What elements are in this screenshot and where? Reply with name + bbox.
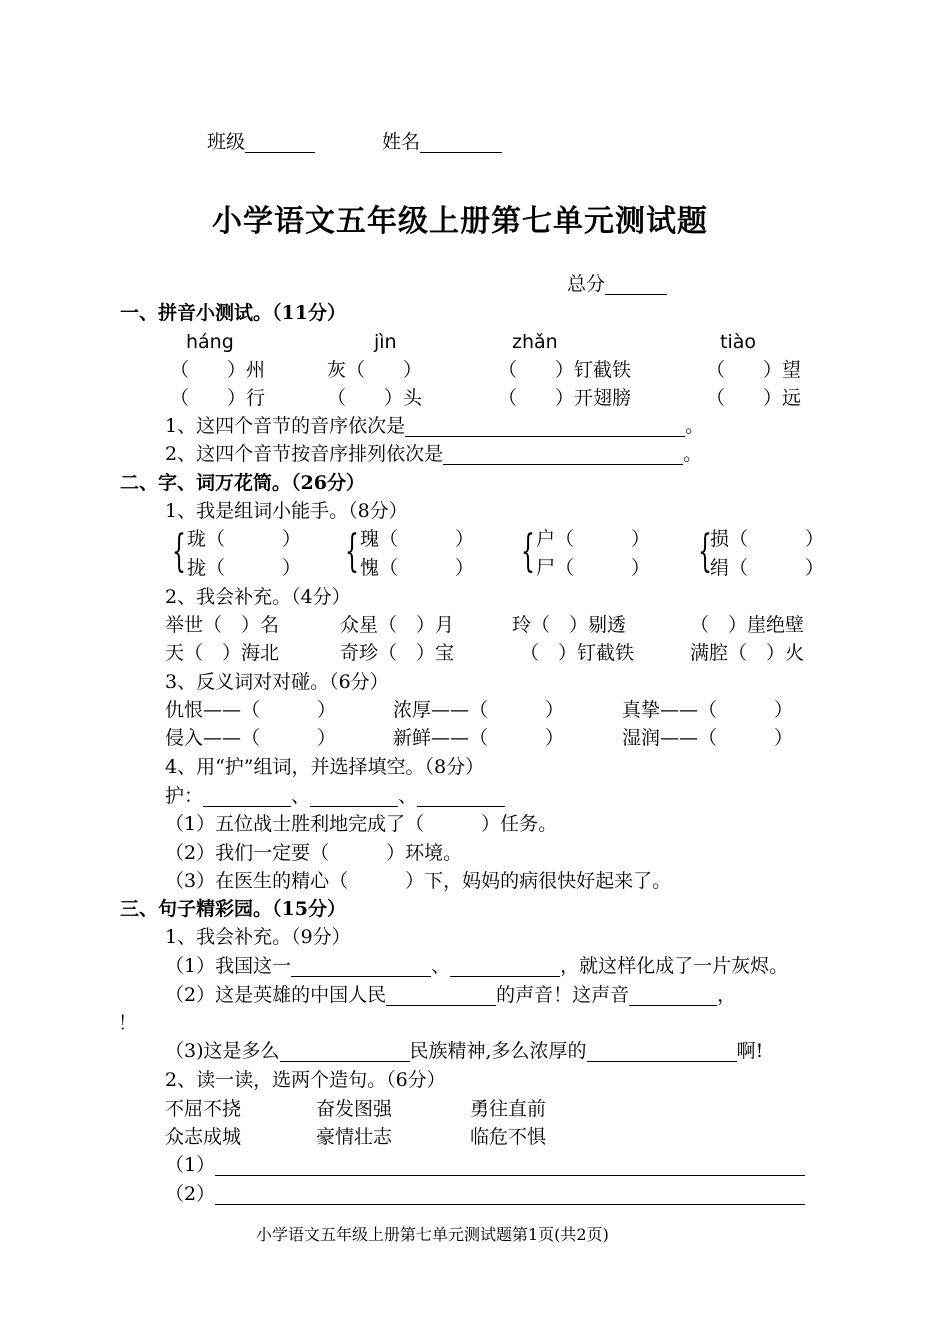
s2-part2-heading: 2、我会补充。（4分）: [165, 586, 351, 608]
s3-l1-blank-1[interactable]: [291, 958, 431, 977]
antonym-row1-2[interactable]: 浓厚——（ ）: [393, 699, 565, 721]
hu-sentence-3[interactable]: （3）在医生的精心（ ）下，妈妈的病很快好起来了。: [165, 870, 672, 892]
s3-l3-a: （3)这是多么: [165, 1040, 280, 1062]
brace-2: {: [345, 526, 359, 577]
s3-l2-c: ，: [717, 984, 737, 1006]
fill-row2-4[interactable]: 满腔（ ）火: [690, 642, 805, 664]
word-pair-top-3[interactable]: 户（ ）: [536, 528, 651, 550]
section1-heading: 一、拼音小测试。（11分）: [120, 302, 346, 324]
word-pair-bottom-4[interactable]: 绢（ ）: [710, 557, 825, 579]
s2-part1-heading: 1、我是组词小能手。（8分）: [165, 500, 408, 522]
s1-row1-item-3[interactable]: （ ）钉截铁: [498, 359, 632, 381]
s3-l1-c: ，就这样化成了一片灰烬。: [560, 955, 789, 977]
word-pair-bottom-3[interactable]: 尸（ ）: [536, 557, 651, 579]
word-pair-bottom-2[interactable]: 愧（ ）: [360, 557, 475, 579]
idiom-6: 临危不惧: [470, 1126, 547, 1148]
antonym-row2-2[interactable]: 新鲜——（ ）: [393, 727, 565, 749]
s3-answer-2-line[interactable]: [215, 1186, 805, 1205]
s3-line-2-end: ！: [118, 1012, 138, 1034]
brace-4: {: [698, 526, 712, 577]
word-pair-bottom-1[interactable]: 拢（ ）: [187, 557, 302, 579]
pinyin-1: háng: [186, 331, 234, 353]
class-field: [207, 131, 315, 153]
hu-sentence-2[interactable]: （2）我们一定要（ ）环境。: [165, 842, 463, 864]
name-label: 姓名: [382, 131, 421, 153]
s3-l2-a: （2）这是英雄的中国人民: [165, 984, 387, 1006]
s2-part3-heading: 3、反义词对对碰。（6分）: [165, 671, 389, 693]
s3-l1-a: （1）我国这一: [165, 955, 292, 977]
s1-question-2: [165, 443, 702, 465]
s1-row2-item-4[interactable]: （ ）远: [706, 387, 802, 409]
s1-row2-item-3[interactable]: （ ）开翅膀: [498, 387, 632, 409]
s3-answer-1-label: （1）: [165, 1154, 216, 1176]
name-blank[interactable]: [420, 134, 502, 153]
idiom-4: 众志成城: [165, 1126, 242, 1148]
hu-sentence-1[interactable]: （1）五位战士胜利地完成了（ ）任务。: [165, 813, 558, 835]
pinyin-3: zhǎn: [512, 331, 558, 353]
antonym-row2-1[interactable]: 侵入——（ ）: [165, 727, 337, 749]
brace-1: {: [172, 526, 186, 577]
hu-separator-1: 、: [291, 785, 311, 807]
s1-q2-text: 2、这四个音节按音序排列依次是: [165, 443, 444, 465]
class-blank[interactable]: [245, 134, 315, 153]
idiom-2: 奋发图强: [316, 1098, 393, 1120]
s1-q1-blank[interactable]: [405, 418, 685, 437]
antonym-row2-3[interactable]: 湿润——（ ）: [622, 727, 794, 749]
hu-label: 护：: [165, 785, 204, 807]
name-field: [382, 131, 502, 153]
s3-answer-2: [165, 1183, 805, 1205]
s3-answer-2-label: （2）: [165, 1183, 216, 1205]
total-score-field: [567, 273, 667, 295]
s3-line-1: [165, 955, 788, 977]
fill-row2-3[interactable]: （ ）钉截铁: [520, 642, 635, 664]
hu-blank-3[interactable]: [417, 788, 505, 807]
s3-part1-heading: 1、我会补充。（9分）: [165, 926, 351, 948]
section3-heading: 三、句子精彩园。（15分）: [120, 898, 346, 920]
s3-answer-1: [165, 1154, 805, 1176]
pinyin-2: jìn: [374, 331, 397, 353]
s3-l1-blank-2[interactable]: [450, 958, 560, 977]
s3-l2-b: 的声音！这声音: [496, 984, 630, 1006]
s2-part4-heading: 4、用“护”组词，并选择填空。（8分）: [165, 756, 485, 778]
s3-answer-1-line[interactable]: [215, 1157, 805, 1176]
word-pair-top-2[interactable]: 瑰（ ）: [360, 528, 475, 550]
idiom-3: 勇往直前: [470, 1098, 547, 1120]
hu-compound-line: [165, 785, 505, 807]
s1-q1-period: 。: [685, 415, 705, 437]
hu-separator-2: 、: [398, 785, 418, 807]
idiom-1: 不屈不挠: [165, 1098, 242, 1120]
class-label: 班级: [207, 131, 246, 153]
fill-row1-4[interactable]: （ ）崖绝壁: [690, 614, 805, 636]
section2-heading: 二、字、词万花筒。（26分）: [120, 472, 365, 494]
fill-row2-2[interactable]: 奇珍（ ）宝: [340, 642, 455, 664]
s1-q2-period: 。: [683, 443, 703, 465]
s1-question-1: [165, 415, 704, 437]
fill-row2-1[interactable]: 天（ ）海北: [165, 642, 280, 664]
antonym-row1-3[interactable]: 真挚——（ ）: [622, 699, 794, 721]
s1-row1-item-1[interactable]: （ ）州: [170, 359, 266, 381]
fill-row1-3[interactable]: 玲（ ）剔透: [512, 614, 627, 636]
s1-row2-item-1[interactable]: （ ）行: [170, 387, 266, 409]
page-title: 小学语文五年级上册第七单元测试题: [212, 204, 708, 239]
s3-l2-blank-2[interactable]: [629, 987, 717, 1006]
s1-q2-blank[interactable]: [443, 446, 683, 465]
s1-q1-text: 1、这四个音节的音序依次是: [165, 415, 406, 437]
s3-line-2: [165, 984, 736, 1006]
s1-row1-item-4[interactable]: （ ）望: [706, 359, 802, 381]
s3-part2-heading: 2、读一读，选两个造句。（6分）: [165, 1069, 446, 1091]
page-footer: 小学语文五年级上册第七单元测试题第1页(共2页): [256, 1225, 609, 1244]
s1-row1-item-2[interactable]: 灰（ ）: [327, 359, 423, 381]
idiom-5: 豪情壮志: [316, 1126, 393, 1148]
s1-row2-item-2[interactable]: （ ）头: [327, 387, 423, 409]
hu-blank-2[interactable]: [310, 788, 398, 807]
s3-l3-blank-2[interactable]: [587, 1043, 737, 1062]
s3-l3-blank-1[interactable]: [280, 1043, 410, 1062]
total-blank[interactable]: [605, 276, 667, 295]
pinyin-4: tiào: [720, 331, 756, 353]
hu-blank-1[interactable]: [203, 788, 291, 807]
brace-3: {: [521, 526, 535, 577]
s3-l2-blank-1[interactable]: [386, 987, 496, 1006]
s3-line-3: [165, 1040, 763, 1062]
s3-l1-b: 、: [431, 955, 451, 977]
word-pair-top-1[interactable]: 珑（ ）: [187, 528, 302, 550]
fill-row1-2[interactable]: 众星（ ）月: [340, 614, 455, 636]
word-pair-top-4[interactable]: 损（ ）: [710, 528, 825, 550]
s3-l3-c: 啊!: [736, 1040, 764, 1062]
total-label: 总分: [567, 273, 606, 295]
antonym-row1-1[interactable]: 仇恨——（ ）: [165, 699, 337, 721]
fill-row1-1[interactable]: 举世（ ）名: [165, 614, 280, 636]
s3-l3-b: 民族精神,多么浓厚的: [409, 1040, 587, 1062]
